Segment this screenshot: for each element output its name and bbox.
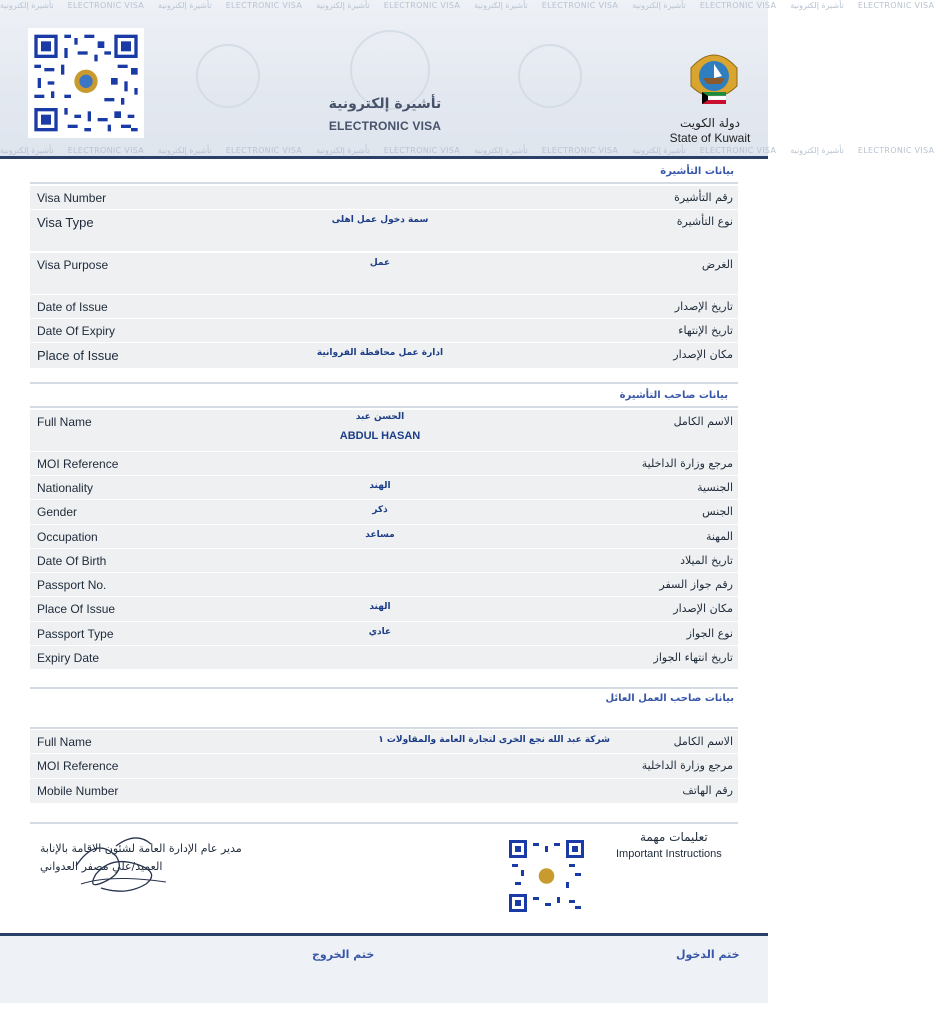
field-label: Full Name — [37, 735, 92, 749]
field-label-arabic: نوع الجواز — [686, 627, 733, 640]
field-value-english: ABDUL HASAN — [339, 430, 421, 442]
field-label-arabic: مكان الإصدار — [673, 602, 733, 615]
field-label: Date Of Birth — [37, 554, 107, 568]
qr-code-icon — [28, 28, 144, 138]
field-label-arabic: الجنسية — [697, 481, 733, 494]
footer-divider — [0, 933, 768, 936]
field-label-arabic: مكان الإصدار — [673, 348, 733, 361]
field-value: شركة عبد الله نجع الخرى لتجارة العامة والمقاولات ١ — [378, 735, 610, 745]
signature-title: مدير عام الإدارة العامة لشئون الاقامة بالإنابة — [40, 842, 242, 855]
table-row — [30, 319, 738, 343]
table-row — [30, 549, 738, 573]
section-divider — [30, 406, 738, 408]
instructions-title-english: Important Instructions — [616, 848, 722, 860]
table-row — [30, 597, 738, 622]
entry-stamp-label: ختم الدخول — [676, 948, 740, 961]
table-row — [30, 410, 738, 452]
field-label-arabic: تاريخ الميلاد — [680, 554, 733, 567]
field-label: MOI Reference — [37, 759, 119, 773]
title-english: ELECTRONIC VISA — [328, 119, 442, 133]
table-row — [30, 210, 738, 252]
table-row — [30, 343, 738, 369]
field-label: Gender — [37, 505, 78, 519]
field-label: Visa Number — [37, 191, 107, 205]
signature-scribble-icon — [66, 826, 176, 898]
state-name-arabic: دولة الكويت — [680, 116, 740, 130]
field-label-arabic: رقم الهاتف — [682, 784, 733, 797]
watermark-strip-bottom: تأشيرة إلكترونية ELECTRONIC VISA تأشيرة إلكترونية ELECTRONIC VISA تأشيرة إلكترونية ELECTRONIC VISA تأشيرة إلكترونية ELECTRONIC VISA تأشيرة إلكترونية ELECTRONIC VISA تأشيرة إلكترونية ELECTRONIC VISA — [0, 146, 935, 155]
section-divider — [30, 822, 738, 824]
table-row — [30, 186, 738, 210]
section-divider — [30, 182, 738, 184]
employer-section-title: بيانات صاحب العمل العائل — [605, 693, 734, 704]
field-value: الهند — [369, 602, 391, 612]
field-label-arabic: الاسم الكامل — [673, 735, 733, 748]
field-label: Expiry Date — [37, 651, 100, 665]
field-label: Date of Issue — [37, 300, 108, 314]
watermark-emblem-icon — [196, 44, 260, 108]
field-value: عمل — [369, 258, 391, 268]
table-row — [30, 622, 738, 646]
section-divider — [30, 382, 738, 384]
field-label-arabic: مرجع وزارة الداخلية — [641, 759, 733, 772]
field-value: مساعد — [365, 530, 395, 540]
field-label: Visa Type — [37, 215, 94, 230]
section-divider — [30, 727, 738, 729]
table-row — [30, 476, 738, 500]
field-label: Occupation — [37, 530, 98, 544]
field-label-arabic: مرجع وزارة الداخلية — [641, 457, 733, 470]
holder-section-title: بيانات صاحب التأشيرة — [619, 390, 728, 401]
table-row — [30, 754, 738, 779]
field-label-arabic: المهنة — [705, 530, 733, 543]
table-row — [30, 730, 738, 754]
table-row — [30, 500, 738, 525]
qr-code-icon — [509, 840, 584, 912]
field-label-arabic: الجنس — [702, 505, 733, 518]
kuwait-emblem-icon — [683, 46, 745, 114]
state-name-english: State of Kuwait — [669, 131, 751, 145]
header-divider — [0, 156, 768, 159]
table-row — [30, 452, 738, 476]
field-value: الحسن عبد — [355, 412, 405, 422]
field-label-arabic: تاريخ الإصدار — [674, 300, 733, 313]
table-row — [30, 525, 738, 549]
stamps-footer — [0, 933, 768, 1003]
field-value: ادارة عمل محافظة الفروانية — [316, 348, 444, 358]
field-label: Full Name — [37, 415, 92, 429]
field-value: ذكر — [372, 505, 388, 515]
field-label: Date Of Expiry — [37, 324, 116, 338]
field-value: سمة دخول عمل اهلى — [331, 215, 429, 225]
table-row — [30, 646, 738, 670]
table-row — [30, 295, 738, 319]
field-label: Mobile Number — [37, 784, 119, 798]
field-label-arabic: تاريخ الإنتهاء — [678, 324, 733, 337]
field-value: الهند — [369, 481, 391, 491]
field-label: Nationality — [37, 481, 94, 495]
field-label: Visa Purpose — [37, 258, 109, 272]
field-label-arabic: الاسم الكامل — [673, 415, 733, 428]
table-row — [30, 253, 738, 295]
table-row — [30, 573, 738, 597]
field-label: MOI Reference — [37, 457, 119, 471]
instructions-title-arabic: تعليمات مهمة — [640, 830, 708, 844]
exit-stamp-label: ختم الخروج — [312, 948, 375, 961]
field-label-arabic: الغرض — [701, 258, 733, 271]
title-arabic: تأشيرة إلكترونية — [328, 96, 442, 112]
visa-section-title: بيانات التأشيرة — [660, 166, 734, 177]
watermark-emblem-icon — [518, 44, 582, 108]
field-label-arabic: رقم جواز السفر — [659, 578, 733, 591]
field-label: Passport Type — [37, 627, 114, 641]
field-value: عادي — [368, 627, 392, 637]
field-label: Passport No. — [37, 578, 107, 592]
watermark-strip-top: تأشيرة إلكترونية ELECTRONIC VISA تأشيرة إلكترونية ELECTRONIC VISA تأشيرة إلكترونية ELECTRONIC VISA تأشيرة إلكترونية ELECTRONIC VISA تأشيرة إلكترونية ELECTRONIC VISA تأشيرة إلكترونية ELECTRONIC VISA — [0, 1, 935, 10]
field-label: Place of Issue — [37, 348, 119, 363]
field-label-arabic: رقم التأشيرة — [674, 191, 733, 204]
table-row — [30, 779, 738, 804]
field-label-arabic: نوع التأشيرة — [676, 215, 733, 228]
field-label-arabic: تاريخ انتهاء الجواز — [653, 651, 733, 664]
signature-name: العميد/علي مصفر العدواني — [40, 860, 163, 873]
field-label: Place Of Issue — [37, 602, 116, 616]
section-divider — [30, 687, 738, 689]
